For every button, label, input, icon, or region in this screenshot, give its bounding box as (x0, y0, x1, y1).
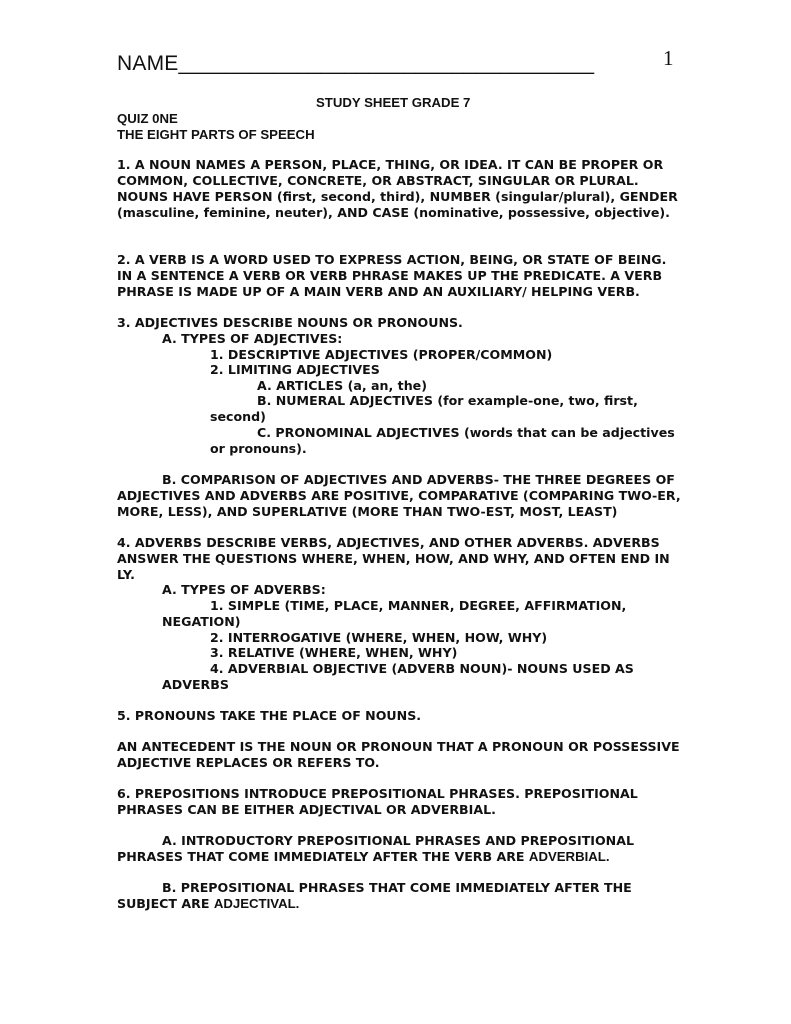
adverbs-line-1: 4. ADVERBS DESCRIBE VERBS, ADJECTIVES, AND OTHER ADVERBS. ADVERBS (117, 535, 660, 550)
prepositions-a-line-2 (117, 849, 610, 865)
articles: A. ARTICLES (a, an, the) (257, 378, 427, 393)
name-line: NAME___________________________________ (117, 52, 595, 75)
adjective-types: A. TYPES OF ADJECTIVES: (162, 331, 343, 346)
antecedent-line-1: AN ANTECEDENT IS THE NOUN OR PRONOUN THAT A PRONOUN OR POSSESSIVE (117, 739, 680, 754)
quiz-label: QUIZ 0NE (117, 111, 178, 126)
interrogative-adverbs: 2. INTERROGATIVE (WHERE, WHEN, HOW, WHY) (210, 630, 548, 645)
comparison-line-3: MORE, LESS), AND SUPERLATIVE (MORE THAN TWO-EST, MOST, LEAST) (117, 504, 618, 519)
prepositions-b-line-2 (117, 896, 299, 912)
verb-line-3: PHRASE IS MADE UP OF A MAIN VERB AND AN AUXILIARY/ HELPING VERB. (117, 284, 640, 299)
numeral-adjectives: B. NUMERAL ADJECTIVES (for example-one, two, first, (257, 393, 638, 408)
noun-line-3: NOUNS HAVE PERSON (first, second, third), NUMBER (singular/plural), GENDER (117, 189, 678, 204)
adverbial-objective: 4. ADVERBIAL OBJECTIVE (ADVERB NOUN)- NOUNS USED AS (210, 661, 634, 676)
verb-line-1: 2. A VERB IS A WORD USED TO EXPRESS ACTION, BEING, OR STATE OF BEING. (117, 252, 667, 267)
limiting-adjectives: 2. LIMITING ADJECTIVES (210, 362, 380, 377)
adverbs-line-3: LY. (117, 567, 135, 582)
noun-line-4: (masculine, feminine, neuter), AND CASE (nominative, possessive, objective). (117, 205, 670, 220)
antecedent-line-2: ADJECTIVE REPLACES OR REFERS TO. (117, 755, 380, 770)
adverbial-objective-cont: ADVERBS (162, 677, 229, 692)
adjectives-line-1: 3. ADJECTIVES DESCRIBE NOUNS OR PRONOUNS. (117, 315, 463, 330)
adverbial-emphasis: ADVERBIAL. (528, 849, 610, 864)
prepositions-b-text: SUBJECT ARE (117, 896, 214, 911)
verb-line-2: IN A SENTENCE A VERB OR VERB PHRASE MAKES UP THE PREDICATE. A VERB (117, 268, 663, 283)
noun-line-2: COMMON, COLLECTIVE, CONCRETE, OR ABSTRACT, SINGULAR OR PLURAL. (117, 173, 639, 188)
adjectival-emphasis: ADJECTIVAL. (213, 896, 300, 911)
prepositions-b-line-1: B. PREPOSITIONAL PHRASES THAT COME IMMEDIATELY AFTER THE (162, 880, 632, 895)
adverbs-line-2: ANSWER THE QUESTIONS WHERE, WHEN, HOW, AND WHY, AND OFTEN END IN (117, 551, 670, 566)
pronouns-line-1: 5. PRONOUNS TAKE THE PLACE OF NOUNS. (117, 708, 422, 723)
prepositions-a-line-1: A. INTRODUCTORY PREPOSITIONAL PHRASES AND PREPOSITIONAL (162, 833, 634, 848)
pronominal-adjectives: C. PRONOMINAL ADJECTIVES (words that can be adjectives (257, 425, 675, 440)
descriptive-adjectives: 1. DESCRIPTIVE ADJECTIVES (PROPER/COMMON) (210, 347, 553, 362)
numeral-adjectives-cont: second) (210, 409, 266, 424)
adverb-types: A. TYPES OF ADVERBS: (162, 582, 326, 597)
page-number: 1 (663, 46, 674, 70)
prepositions-line-1: 6. PREPOSITIONS INTRODUCE PREPOSITIONAL PHRASES. PREPOSITIONAL (117, 786, 638, 801)
relative-adverbs: 3. RELATIVE (WHERE, WHEN, WHY) (210, 645, 458, 660)
comparison-line-2: ADJECTIVES AND ADVERBS ARE POSITIVE, COMPARATIVE (COMPARING TWO-ER, (117, 488, 681, 503)
noun-line-1: 1. A NOUN NAMES A PERSON, PLACE, THING, OR IDEA. IT CAN BE PROPER OR (117, 157, 664, 172)
prepositions-line-2: PHRASES CAN BE EITHER ADJECTIVAL OR ADVERBIAL. (117, 802, 496, 817)
simple-adverbs-cont: NEGATION) (162, 614, 241, 629)
comparison-line-1: B. COMPARISON OF ADJECTIVES AND ADVERBS- THE THREE DEGREES OF (162, 472, 675, 487)
page-title: STUDY SHEET GRADE 7 (316, 95, 471, 110)
pronominal-adjectives-cont: or pronouns). (210, 441, 307, 456)
prepositions-a-text: PHRASES THAT COME IMMEDIATELY AFTER THE VERB ARE (117, 849, 529, 864)
simple-adverbs: 1. SIMPLE (TIME, PLACE, MANNER, DEGREE, AFFIRMATION, (210, 598, 627, 613)
topic-heading: THE EIGHT PARTS OF SPEECH (117, 127, 315, 142)
